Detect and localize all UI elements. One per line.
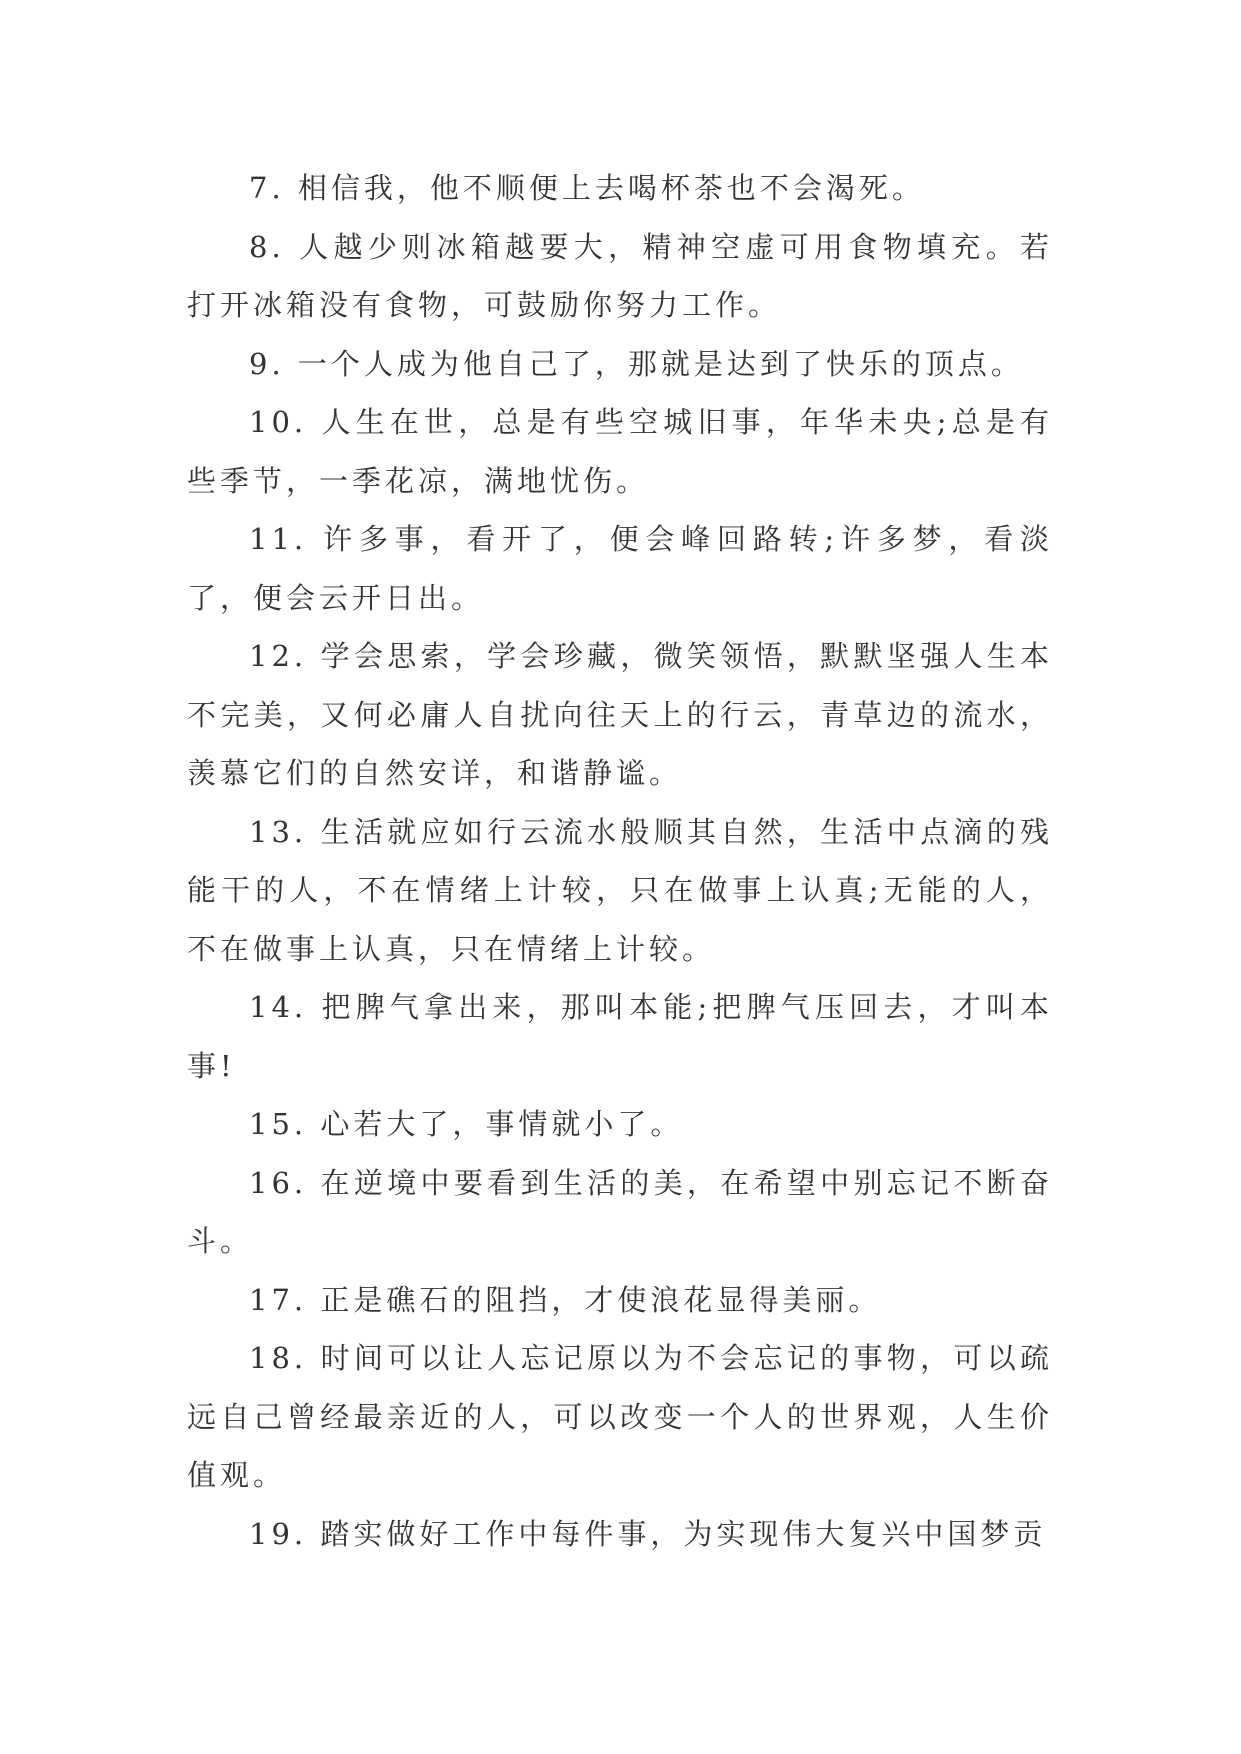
paragraph-7: 7. 相信我，他不顺便上去喝杯茶也不会渴死。 (249, 171, 925, 205)
paragraph-11: 11. 许多事，看开了，便会峰回路转;许多梦，看淡了，便会云开日出。 (187, 522, 1053, 615)
paragraph-16: 16. 在逆境中要看到生活的美，在希望中别忘记不断奋斗。 (187, 1165, 1053, 1258)
paragraph-18: 18. 时间可以让人忘记原以为不会忘记的事物，可以疏远自己曾经最亲近的人，可以改变一个人的世界观，人生价值观。 (187, 1341, 1053, 1492)
paragraph-13: 13. 生活就应如行云流水般顺其自然，生活中点滴的残能干的人，不在情绪上计较，只在做事上认真;无能的人，不在做事上认真，只在情绪上计较。 (187, 814, 1053, 966)
paragraph-12: 12. 学会思索，学会珍藏，微笑领悟，默默坚强人生本不完美，又何必庸人自扰向往天上的行云，青草边的流水，羡慕它们的自然安详，和谐静谧。 (187, 639, 1053, 790)
document-body (187, 159, 1053, 1563)
paragraph-19: 19. 踏实做好工作中每件事，为实现伟大复兴中国梦贡 (249, 1516, 1047, 1551)
paragraph-14: 14. 把脾气拿出来，那叫本能;把脾气压回去，才叫本事! (187, 990, 1053, 1083)
paragraph-8: 8. 人越少则冰箱越要大，精神空虚可用食物填充。若打开冰箱没有食物，可鼓励你努力工作。 (187, 229, 1053, 322)
paragraph-15: 15. 心若大了，事情就小了。 (249, 1107, 684, 1141)
paragraph-17: 17. 正是礁石的阻挡，才使浪花显得美丽。 (249, 1282, 882, 1317)
paragraph-9: 9. 一个人成为他自己了，那就是达到了快乐的顶点。 (249, 346, 1024, 381)
paragraph-10: 10. 人生在世，总是有些空城旧事，年华未央;总是有些季节，一季花凉，满地忧伤。 (187, 405, 1053, 498)
